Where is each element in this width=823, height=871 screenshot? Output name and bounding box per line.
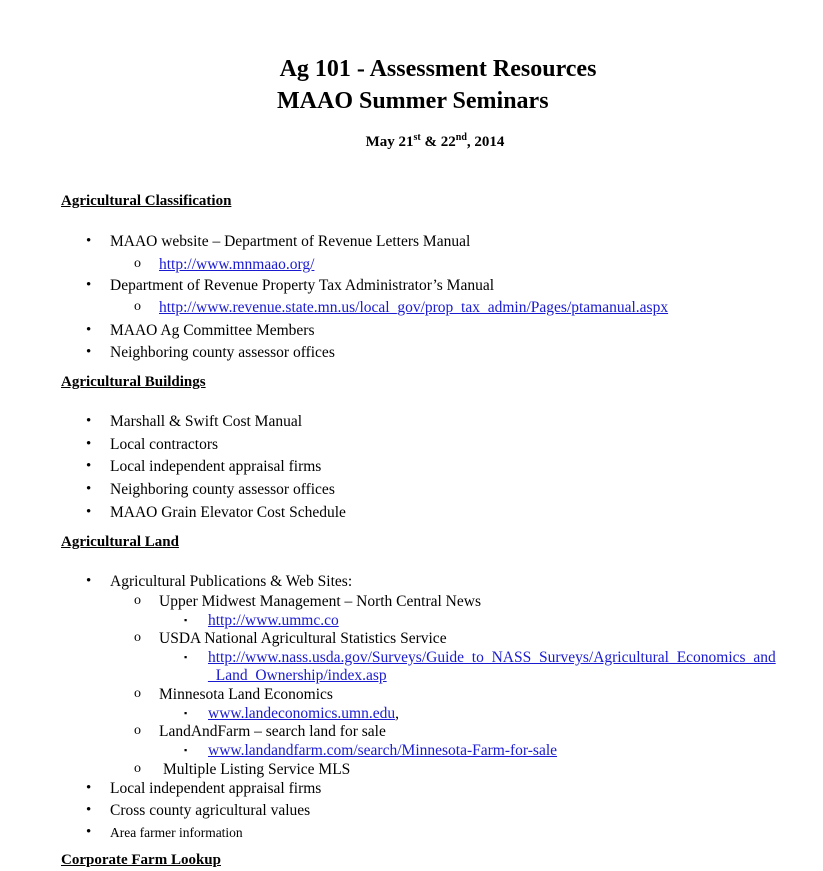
list-item: Neighboring county assessor offices [110, 481, 335, 498]
list-item: Area farmer information [110, 825, 243, 840]
link-nass-line1[interactable]: http://www.nass.usda.gov/Surveys/Guide_to_NASS_Surveys/Agricultural_Economics_and [208, 649, 776, 666]
bullet-marker: • [86, 824, 92, 840]
square-marker: ▪ [184, 615, 188, 625]
bullet-marker: • [86, 573, 92, 589]
heading-corporate-farm-lookup: Corporate Farm Lookup [61, 852, 221, 868]
heading-agricultural-land: Agricultural Land [61, 534, 179, 550]
bullet-marker: • [86, 277, 92, 293]
document-title: Ag 101 - Assessment Resources [279, 56, 597, 82]
list-item: Neighboring county assessor offices [110, 344, 335, 361]
link-line: www.landeconomics.umn.edu, [208, 705, 399, 722]
square-marker: ▪ [184, 652, 188, 662]
list-item: Marshall & Swift Cost Manual [110, 413, 303, 430]
bullet-marker: • [86, 436, 92, 452]
circle-marker: o [134, 299, 141, 314]
circle-marker: o [134, 723, 141, 738]
document-subtitle: MAAO Summer Seminars [277, 88, 549, 114]
list-item: MAAO website – Department of Revenue Letters Manual [110, 233, 471, 250]
bullet-marker: • [86, 413, 92, 429]
sub-list-item: Upper Midwest Management – North Central News [159, 593, 481, 610]
circle-marker: o [134, 256, 141, 271]
circle-marker: o [134, 686, 141, 701]
link-ummc[interactable]: http://www.ummc.co [208, 612, 339, 629]
link-landandfarm[interactable]: www.landandfarm.com/search/Minnesota-Farm-for-sale [208, 742, 558, 759]
bullet-marker: • [86, 344, 92, 360]
list-item: Local independent appraisal firms [110, 458, 322, 475]
square-marker: ▪ [184, 745, 188, 755]
circle-marker: o [134, 630, 141, 645]
bullet-marker: • [86, 481, 92, 497]
square-marker: ▪ [184, 708, 188, 718]
link-nass-line2[interactable]: _Land_Ownership/index.asp [208, 667, 387, 684]
list-item: Department of Revenue Property Tax Administrator’s Manual [110, 277, 495, 294]
bullet-marker: • [86, 233, 92, 249]
list-item: MAAO Ag Committee Members [110, 322, 315, 339]
link-revenue-ptamanual[interactable]: http://www.revenue.state.mn.us/local_gov/prop_tax_admin/Pages/ptamanual.aspx [159, 299, 669, 316]
sub-list-item: LandAndFarm – search land for sale [159, 723, 386, 740]
circle-marker: o [134, 593, 141, 608]
bullet-marker: • [86, 780, 92, 796]
seminar-date: May 21st & 22nd, 2014 [365, 132, 505, 150]
bullet-marker: • [86, 802, 92, 818]
circle-marker: o [134, 761, 141, 776]
sub-list-item: USDA National Agricultural Statistics Service [159, 630, 447, 647]
list-item: Agricultural Publications & Web Sites: [110, 573, 353, 590]
sub-list-item: Minnesota Land Economics [159, 686, 333, 703]
bullet-marker: • [86, 504, 92, 520]
list-item: MAAO Grain Elevator Cost Schedule [110, 504, 346, 521]
heading-agricultural-classification: Agricultural Classification [61, 193, 232, 209]
list-item: Local contractors [110, 436, 219, 453]
list-item: Local independent appraisal firms [110, 780, 322, 797]
heading-agricultural-buildings: Agricultural Buildings [61, 374, 206, 390]
link-mnmaao[interactable]: http://www.mnmaao.org/ [159, 256, 315, 273]
bullet-marker: • [86, 458, 92, 474]
link-landeconomics[interactable]: www.landeconomics.umn.edu [208, 705, 396, 722]
bullet-marker: • [86, 322, 92, 338]
sub-list-item: Multiple Listing Service MLS [163, 761, 351, 778]
list-item: Cross county agricultural values [110, 802, 311, 819]
